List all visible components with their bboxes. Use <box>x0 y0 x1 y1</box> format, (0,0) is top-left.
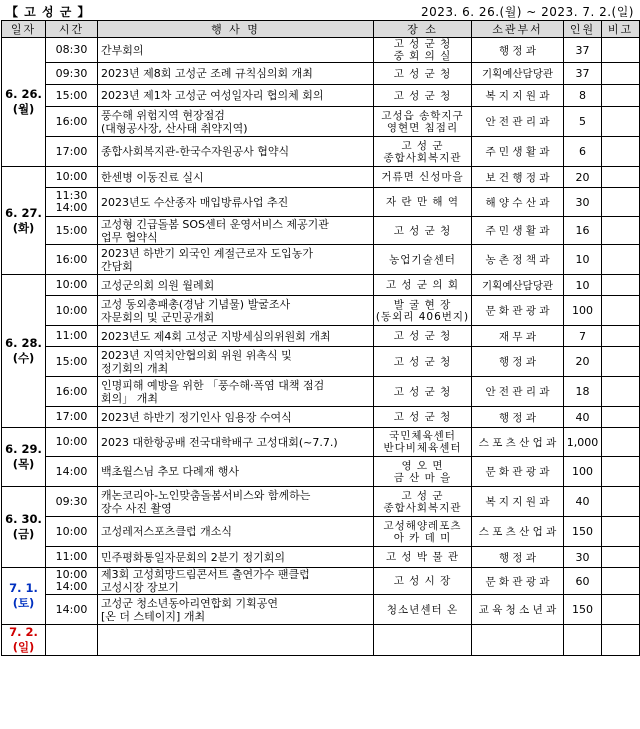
note-cell <box>602 547 640 568</box>
event-cell: 2023년 제8회 고성군 조례 규칙심의회 개최 <box>98 63 374 85</box>
dept-cell: 안 전 관 리 과 <box>472 377 564 407</box>
table-row <box>2 188 640 217</box>
table-row <box>2 407 640 428</box>
time-cell: 14:00 <box>46 457 98 487</box>
note-cell <box>602 245 640 275</box>
event-cell: 인명피해 예방을 위한 「풍수해·폭염 대책 점검 회의」 개최 <box>98 377 374 407</box>
time-cell: 09:30 <box>46 487 98 517</box>
count-cell: 30 <box>564 547 602 568</box>
note-cell <box>602 595 640 625</box>
event-cell: 고성 동외총패총(경남 기념물) 발굴조사 자문회의 및 군민공개회 <box>98 296 374 326</box>
table-row <box>2 625 640 656</box>
count-cell: 18 <box>564 377 602 407</box>
note-cell <box>602 85 640 107</box>
schedule-body <box>2 38 640 656</box>
event-cell: 2023년도 수산종자 매입방류사업 추진 <box>98 188 374 217</box>
place-cell: 고 성 군 청 <box>374 85 472 107</box>
count-cell: 10 <box>564 245 602 275</box>
note-cell <box>602 347 640 377</box>
date-cell: 6. 27. (화) <box>2 167 46 275</box>
place-cell: 고 성 군 종합사회복지관 <box>374 487 472 517</box>
note-cell <box>602 167 640 188</box>
dept-cell: 문 화 관 광 과 <box>472 296 564 326</box>
event-cell: 고성형 긴급돌봄 SOS센터 운영서비스 제공기관 업무 협약식 <box>98 217 374 245</box>
dept-cell: 행 정 과 <box>472 347 564 377</box>
place-cell: 거류면 신성마을 <box>374 167 472 188</box>
note-cell <box>602 568 640 595</box>
count-cell: 150 <box>564 517 602 547</box>
event-cell: 2023년 제1차 고성군 여성일자리 협의체 회의 <box>98 85 374 107</box>
event-cell: 2023년 지역치안협의회 위원 위촉식 및 정기회의 개최 <box>98 347 374 377</box>
dept-cell: 교 육 청 소 년 과 <box>472 595 564 625</box>
date-cell: 7. 2. (일) <box>2 625 46 656</box>
date-cell: 6. 30. (금) <box>2 487 46 568</box>
table-row <box>2 547 640 568</box>
dept-cell: 주 민 생 활 과 <box>472 217 564 245</box>
note-cell <box>602 625 640 656</box>
place-cell: 고 성 군 의 회 <box>374 275 472 296</box>
event-cell: 간부회의 <box>98 38 374 63</box>
dept-cell: 스 포 츠 산 업 과 <box>472 428 564 457</box>
dept-cell: 기획예산담당관 <box>472 275 564 296</box>
place-cell: 고 성 군 청 <box>374 407 472 428</box>
dept-cell: 행 정 과 <box>472 407 564 428</box>
col-header-count: 인원 <box>564 21 602 38</box>
count-cell: 6 <box>564 137 602 167</box>
count-cell: 16 <box>564 217 602 245</box>
note-cell <box>602 63 640 85</box>
note-cell <box>602 326 640 347</box>
dept-cell: 복 지 지 원 과 <box>472 487 564 517</box>
table-row <box>2 457 640 487</box>
place-cell: 국민체육센터 반다비체육센터 <box>374 428 472 457</box>
time-cell <box>46 625 98 656</box>
dept-cell <box>472 625 564 656</box>
dept-cell: 문 화 관 광 과 <box>472 568 564 595</box>
time-cell: 17:00 <box>46 407 98 428</box>
dept-cell: 행 정 과 <box>472 38 564 63</box>
time-cell: 10:00 14:00 <box>46 568 98 595</box>
time-cell: 10:00 <box>46 296 98 326</box>
time-cell: 10:00 <box>46 517 98 547</box>
place-cell <box>374 625 472 656</box>
note-cell <box>602 407 640 428</box>
table-row <box>2 487 640 517</box>
note-cell <box>602 107 640 137</box>
event-cell: 한센병 이동진료 실시 <box>98 167 374 188</box>
event-cell: 민주평화통일자문회의 2분기 정기회의 <box>98 547 374 568</box>
place-cell: 고 성 박 물 관 <box>374 547 472 568</box>
table-header-row <box>2 21 640 38</box>
dept-cell: 보 건 행 정 과 <box>472 167 564 188</box>
count-cell: 20 <box>564 347 602 377</box>
col-header-note: 비고 <box>602 21 640 38</box>
count-cell: 100 <box>564 457 602 487</box>
count-cell: 20 <box>564 167 602 188</box>
event-cell: 제3회 고성희망드림콘서트 출연가수 팬클럽 고성시장 장보기 <box>98 568 374 595</box>
date-cell: 7. 1. (토) <box>2 568 46 625</box>
count-cell: 1,000 <box>564 428 602 457</box>
count-cell: 7 <box>564 326 602 347</box>
note-cell <box>602 296 640 326</box>
event-cell: 2023년 하반기 외국인 계절근로자 도입농가 간담회 <box>98 245 374 275</box>
count-cell: 30 <box>564 188 602 217</box>
event-cell: 고성레저스포츠클럽 개소식 <box>98 517 374 547</box>
table-row <box>2 428 640 457</box>
table-row <box>2 107 640 137</box>
time-cell: 15:00 <box>46 217 98 245</box>
event-cell: 고성군의회 의원 월례회 <box>98 275 374 296</box>
note-cell <box>602 38 640 63</box>
schedule-period: 2023. 6. 26.(월) ~ 2023. 7. 2.(일) <box>421 5 634 19</box>
table-row <box>2 377 640 407</box>
time-cell: 09:30 <box>46 63 98 85</box>
dept-cell: 복 지 지 원 과 <box>472 85 564 107</box>
date-cell: 6. 26. (월) <box>2 38 46 167</box>
time-cell: 16:00 <box>46 377 98 407</box>
place-cell: 영 오 면 금 산 마 을 <box>374 457 472 487</box>
place-cell: 고 성 시 장 <box>374 568 472 595</box>
note-cell <box>602 137 640 167</box>
event-cell: 2023 대한항공배 전국대학배구 고성대회(~7.7.) <box>98 428 374 457</box>
date-cell: 6. 28. (수) <box>2 275 46 428</box>
time-cell: 10:00 <box>46 275 98 296</box>
table-row <box>2 347 640 377</box>
dept-cell: 문 화 관 광 과 <box>472 457 564 487</box>
table-row <box>2 137 640 167</box>
table-row <box>2 326 640 347</box>
table-row <box>2 63 640 85</box>
schedule-table <box>1 20 640 656</box>
time-cell: 14:00 <box>46 595 98 625</box>
count-cell: 60 <box>564 568 602 595</box>
count-cell: 37 <box>564 38 602 63</box>
time-cell: 17:00 <box>46 137 98 167</box>
note-cell <box>602 217 640 245</box>
place-cell: 고 성 군 청 <box>374 63 472 85</box>
time-cell: 10:00 <box>46 167 98 188</box>
place-cell: 고 성 군 종합사회복지관 <box>374 137 472 167</box>
place-cell: 발 굴 현 장 (동외리 406번지) <box>374 296 472 326</box>
place-cell: 고 성 군 청 <box>374 326 472 347</box>
note-cell <box>602 487 640 517</box>
note-cell <box>602 517 640 547</box>
place-cell: 고 성 군 청 <box>374 217 472 245</box>
event-cell: 종합사회복지관-한국수자원공사 협약식 <box>98 137 374 167</box>
event-cell: 백초월스님 추모 다례재 행사 <box>98 457 374 487</box>
table-row <box>2 595 640 625</box>
count-cell: 150 <box>564 595 602 625</box>
count-cell: 8 <box>564 85 602 107</box>
place-cell: 고 성 군 청 <box>374 377 472 407</box>
place-cell: 청소년센터 온 <box>374 595 472 625</box>
note-cell <box>602 188 640 217</box>
table-row <box>2 217 640 245</box>
event-cell: 2023년 하반기 정기인사 임용장 수여식 <box>98 407 374 428</box>
col-header-place: 장 소 <box>374 21 472 38</box>
dept-cell: 해 양 수 산 과 <box>472 188 564 217</box>
time-cell: 11:30 14:00 <box>46 188 98 217</box>
table-row <box>2 167 640 188</box>
time-cell: 15:00 <box>46 85 98 107</box>
note-cell <box>602 428 640 457</box>
place-cell: 자 란 만 해 역 <box>374 188 472 217</box>
place-cell: 고성읍 송학지구 영현면 침점리 <box>374 107 472 137</box>
time-cell: 16:00 <box>46 107 98 137</box>
count-cell: 10 <box>564 275 602 296</box>
table-row <box>2 38 640 63</box>
count-cell: 37 <box>564 63 602 85</box>
event-cell <box>98 625 374 656</box>
count-cell: 100 <box>564 296 602 326</box>
table-row <box>2 296 640 326</box>
place-cell: 고성해양레포츠 아 카 데 미 <box>374 517 472 547</box>
time-cell: 11:00 <box>46 326 98 347</box>
col-header-dept: 소관부서 <box>472 21 564 38</box>
table-row <box>2 245 640 275</box>
table-row <box>2 85 640 107</box>
time-cell: 11:00 <box>46 547 98 568</box>
dept-cell: 기획예산담당관 <box>472 63 564 85</box>
date-cell: 6. 29. (목) <box>2 428 46 487</box>
page-header <box>0 0 640 20</box>
col-header-time: 시간 <box>46 21 98 38</box>
place-cell: 농업기술센터 <box>374 245 472 275</box>
note-cell <box>602 377 640 407</box>
col-header-event: 행 사 명 <box>98 21 374 38</box>
event-cell: 고성군 청소년동아리연합회 기획공연 [온 더 스테이지] 개최 <box>98 595 374 625</box>
count-cell: 40 <box>564 487 602 517</box>
dept-cell: 스 포 츠 산 업 과 <box>472 517 564 547</box>
table-row <box>2 517 640 547</box>
table-row <box>2 275 640 296</box>
dept-cell: 주 민 생 활 과 <box>472 137 564 167</box>
time-cell: 16:00 <box>46 245 98 275</box>
col-header-date: 일자 <box>2 21 46 38</box>
time-cell: 08:30 <box>46 38 98 63</box>
place-cell: 고 성 군 청 중 회 의 실 <box>374 38 472 63</box>
org-title: 【 고 성 군 】 <box>6 5 91 19</box>
note-cell <box>602 275 640 296</box>
time-cell: 15:00 <box>46 347 98 377</box>
note-cell <box>602 457 640 487</box>
dept-cell: 안 전 관 리 과 <box>472 107 564 137</box>
time-cell: 10:00 <box>46 428 98 457</box>
event-cell: 캐논코리아-노인맞춤돌봄서비스와 함께하는 장수 사진 촬영 <box>98 487 374 517</box>
event-cell: 2023년도 제4회 고성군 지방세심의위원회 개최 <box>98 326 374 347</box>
count-cell <box>564 625 602 656</box>
count-cell: 40 <box>564 407 602 428</box>
dept-cell: 농 촌 정 책 과 <box>472 245 564 275</box>
table-row <box>2 568 640 595</box>
count-cell: 5 <box>564 107 602 137</box>
event-cell: 풍수해 위험지역 현장점검 (대형공사장, 산사태 취약지역) <box>98 107 374 137</box>
dept-cell: 행 정 과 <box>472 547 564 568</box>
place-cell: 고 성 군 청 <box>374 347 472 377</box>
dept-cell: 재 무 과 <box>472 326 564 347</box>
